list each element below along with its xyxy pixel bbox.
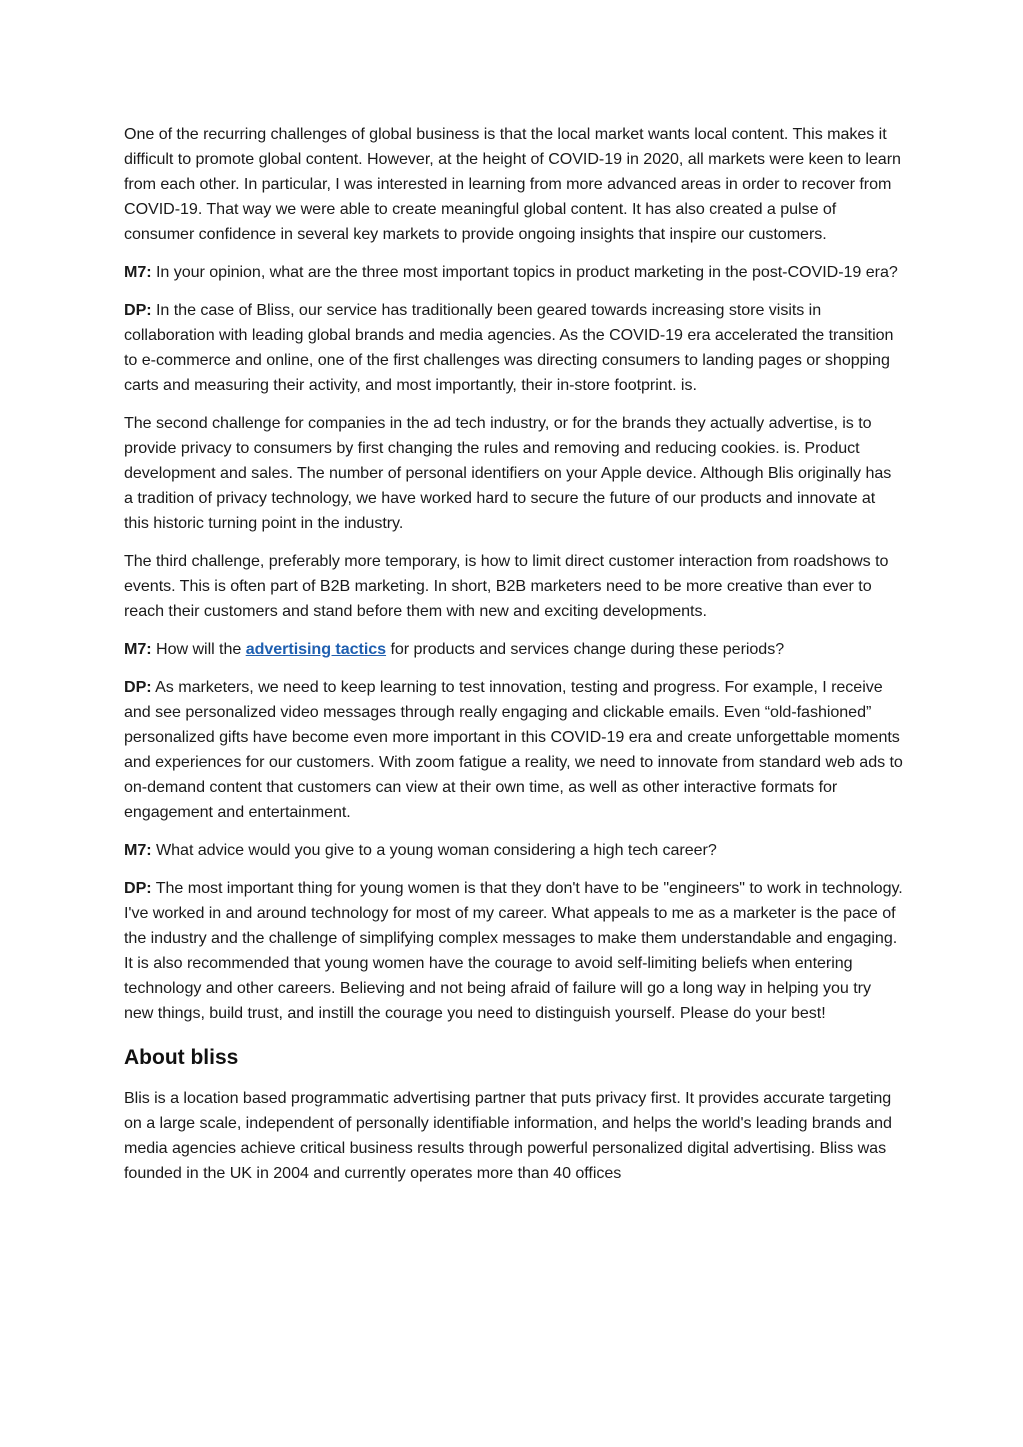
question-1-speaker: M7:	[124, 263, 152, 281]
about-paragraph: Blis is a location based programmatic advertising partner that puts privacy first. It provides accurate targeting on a large scale, independent of personally identifiable information, and helps the world's leading brands and media agencies achieve critical business results through powerful personalized digital advertising. Bliss was founded in the UK in 2004 and currently operates more than 40 offices	[124, 1089, 892, 1182]
answer-1-text: In the case of Bliss, our service has traditionally been geared towards increasing store visits in collaboration with leading global brands and media agencies. As the COVID-19 era accelerated the transition to e-commerce and online, one of the first challenges was directing consumers to landing pages or shopping carts and measuring their activity, and most importantly, their in-store footprint. is.	[124, 301, 894, 394]
third-challenge-paragraph: The third challenge, preferably more temporary, is how to limit direct customer interaction from roadshows to events. This is often part of B2B marketing. In short, B2B marketers need to be more creative than ever to reach their customers and stand before them with new and exciting developments.	[124, 552, 889, 620]
answer-3-text: The most important thing for young women is that they don't have to be "engineers" to work in technology. I've worked in and around technology for most of my career. What appeals to me as a marketer is the pace of the industry and the challenge of simplifying complex messages to make them understandable and engaging. It is also recommended that young women have the courage to avoid self-limiting beliefs when entering technology and other careers. Believing and not being afraid of failure will go a long way in helping you try new things, build trust, and instill the courage you need to distinguish yourself. Please do your best!	[124, 879, 903, 1022]
question-3	[124, 838, 904, 863]
answer-1	[124, 298, 904, 398]
question-3-speaker: M7:	[124, 841, 152, 859]
question-1-text: In your opinion, what are the three most important topics in product marketing in the post-COVID-19 era?	[151, 263, 898, 281]
advertising-tactics-link[interactable]: advertising tactics	[245, 640, 387, 658]
question-2-speaker: M7:	[124, 640, 152, 658]
document-page	[124, 122, 904, 1199]
answer-3-speaker: DP:	[124, 879, 152, 897]
answer-3	[124, 876, 904, 1026]
question-2-text-post: for products and services change during these periods?	[386, 640, 785, 658]
question-2-text-pre: How will the	[151, 640, 246, 658]
answer-2-speaker: DP:	[124, 678, 152, 696]
question-2	[124, 637, 904, 662]
intro-paragraph: One of the recurring challenges of global business is that the local market wants local content. This makes it difficult to promote global content. However, at the height of COVID-19 in 2020, all markets were keen to learn from each other. In particular, I was interested in learning from more advanced areas in order to recover from COVID-19. That way we were able to create meaningful global content. It has also created a pulse of consumer confidence in several key markets to provide ongoing insights that inspire our customers.	[124, 125, 901, 243]
answer-1-speaker: DP:	[124, 301, 152, 319]
question-1	[124, 260, 904, 285]
answer-2-text: As marketers, we need to keep learning to test innovation, testing and progress. For example, I receive and see personalized video messages through really engaging and clickable emails. Even “old-fashioned” personalized gifts have become even more important in this COVID-19 era and create unforgettable moments and experiences for our customers. With zoom fatigue a reality, we need to innovate from standard web ads to on-demand content that customers can view at their own time, as well as other interactive formats for engagement and entertainment.	[124, 678, 903, 821]
about-heading: About bliss	[124, 1046, 239, 1069]
answer-2	[124, 675, 904, 825]
second-challenge-paragraph: The second challenge for companies in the ad tech industry, or for the brands they actually advertise, is to provide privacy to consumers by first changing the rules and removing and reducing cookies. is. Product development and sales. The number of personal identifiers on your Apple device. Although Blis originally has a tradition of privacy technology, we have worked hard to secure the future of our products and innovate at this historic turning point in the industry.	[124, 414, 892, 532]
question-3-text: What advice would you give to a young woman considering a high tech career?	[151, 841, 717, 859]
